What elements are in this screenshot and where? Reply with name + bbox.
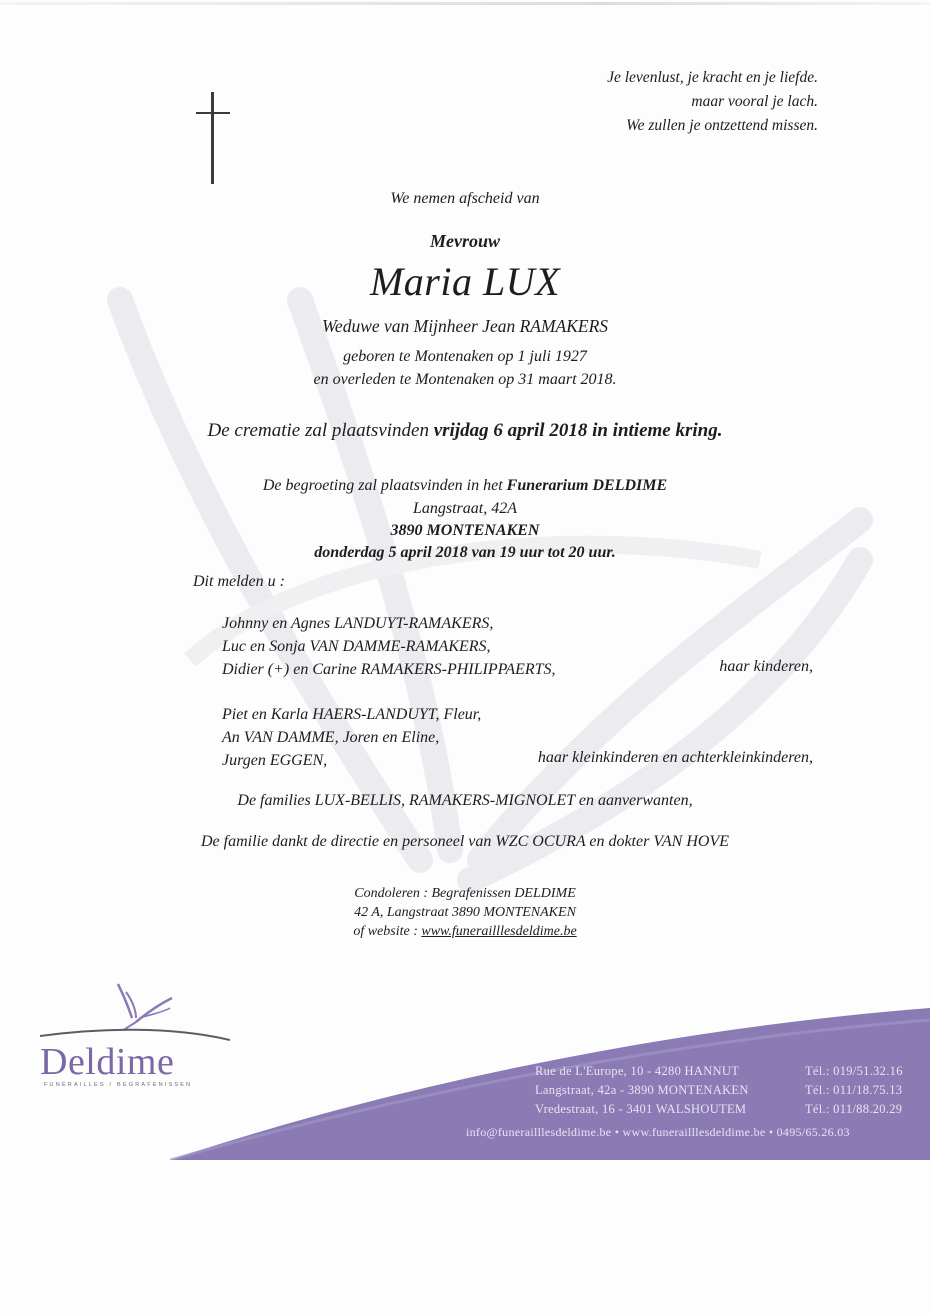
deldime-logo-icon (40, 978, 230, 1048)
logo-tagline: FUNÉRAILLES / BEGRAFENISSEN (44, 1082, 193, 1088)
thanks-line: De familie dankt de directie en personeel van WZC OCURA en dokter VAN HOVE (200, 833, 730, 850)
birth-line: geboren te Montenaken op 1 juli 1927 (343, 348, 587, 365)
website-link[interactable]: www.funerailllesdeldime.be (421, 924, 577, 939)
footer-contact: info@funerailllesdeldime.be • www.funerailllesdeldime.be • 0495/65.26.03 (466, 1125, 850, 1139)
footer-address: Langstraat, 42a - 3890 MONTENAKEN (535, 1083, 749, 1097)
condolences-line: Condoleren : Begrafenissen DELDIME (354, 886, 576, 901)
title-prefix: Mevrouw (429, 231, 500, 251)
logo-wordmark: Deldime (40, 1041, 175, 1083)
list-item: An VAN DAMME, Joren en Eline, (222, 729, 440, 746)
greeting-line (0, 477, 930, 495)
list-item: Didier (+) en Carine RAMAKERS-PHILIPPAERTS, (222, 661, 556, 678)
poem-line: We zullen je ontzettend missen. (626, 117, 818, 134)
list-item: Luc en Sonja VAN DAMME-RAMAKERS, (222, 638, 491, 655)
greeting-city: 3890 MONTENAKEN (390, 522, 540, 539)
announce-line: Dit melden u : (193, 573, 285, 590)
footer-phone: Tél.: 011/18.75.13 (805, 1083, 903, 1097)
website-lead: of website : (353, 924, 422, 939)
cremation-lead: De crematie zal plaatsvinden (207, 420, 434, 441)
cremation-line (0, 420, 930, 442)
footer-address: Vredestraat, 16 - 3401 WALSHOUTEM (535, 1102, 747, 1116)
list-item: Johnny en Agnes LANDUYT-RAMAKERS, (222, 615, 494, 632)
greeting-street: Langstraat, 42A (412, 500, 517, 517)
poem-line: Je levenlust, je kracht en je liefde. (607, 69, 818, 86)
condolences-line (0, 922, 930, 941)
grandchildren-list (222, 703, 481, 772)
cross-icon (196, 92, 230, 184)
children-list (222, 612, 556, 681)
grandchildren-role: haar kleinkinderen en achterkleinkinderen, (537, 749, 813, 766)
footer-phone: Tél.: 011/88.20.29 (805, 1102, 903, 1116)
children-role: haar kinderen, (719, 658, 813, 675)
spouse-line: Weduwe van Mijnheer Jean RAMAKERS (321, 316, 609, 336)
list-item: Piet en Karla HAERS-LANDUYT, Fleur, (222, 706, 482, 723)
death-line: en overleden te Montenaken op 31 maart 2018. (313, 371, 617, 388)
funerarium-name: Funerarium DELDIME (506, 477, 668, 494)
cremation-date: vrijdag 6 april 2018 in intieme kring. (433, 420, 723, 441)
greeting-when: donderdag 5 april 2018 van 19 uur tot 20 uur. (314, 544, 616, 561)
intro-text: We nemen afscheid van (390, 190, 540, 207)
list-item: Jurgen EGGEN, (222, 752, 328, 769)
families-line: De families LUX-BELLIS, RAMAKERS-MIGNOLET en aanverwanten, (237, 792, 693, 809)
deceased-name: Maria LUX (369, 259, 561, 304)
condolences-block (0, 884, 930, 941)
footer-address: Rue de L'Europe, 10 - 4280 HANNUT (535, 1064, 740, 1078)
poem-line: maar vooral je lach. (691, 93, 818, 110)
greeting-lead: De begroeting zal plaatsvinden in het (262, 477, 507, 494)
footer-phone: Tél.: 019/51.32.16 (805, 1064, 903, 1078)
condolences-line: 42 A, Langstraat 3890 MONTENAKEN (354, 905, 576, 920)
